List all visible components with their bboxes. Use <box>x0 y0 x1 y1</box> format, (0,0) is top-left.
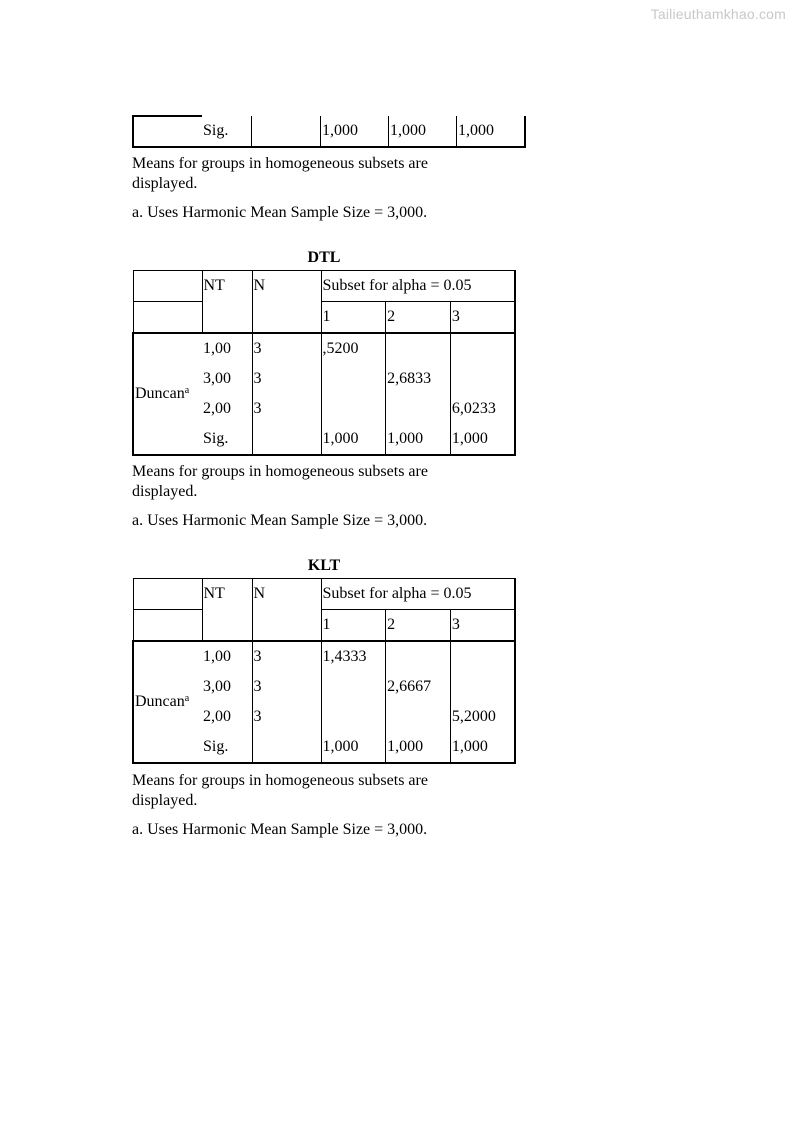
sig-value: 1,000 <box>457 116 526 147</box>
watermark: Tailieuthamkhao.com <box>650 6 786 22</box>
subset-number: 2 <box>386 610 451 642</box>
subset-value <box>450 333 515 364</box>
subset-value <box>321 364 386 394</box>
harmonic-note: a. Uses Harmonic Mean Sample Size = 3,000. <box>132 512 428 529</box>
dtl-table <box>132 270 516 456</box>
empty-cell <box>133 116 202 147</box>
subset-value <box>450 672 515 702</box>
nt-value: 2,00 <box>203 400 231 417</box>
means-note: Means for groups in homogeneous subsets are displayed. <box>132 155 428 192</box>
empty-cell <box>252 302 321 334</box>
sig-label: Sig. <box>202 116 252 147</box>
table-title: DTL <box>307 249 341 266</box>
subset-header: Subset for alpha = 0.05 <box>321 579 515 610</box>
sig-label: Sig. <box>202 732 252 763</box>
subset-value <box>321 672 386 702</box>
n-value: 3 <box>252 333 321 364</box>
subset-header: Subset for alpha = 0.05 <box>321 271 515 302</box>
subset-number: 3 <box>450 302 515 334</box>
means-note: Means for groups in homogeneous subsets are displayed. <box>132 463 428 500</box>
nt-value: 3,00 <box>203 370 231 387</box>
method-label: Duncan$^a$ <box>133 641 202 763</box>
n-value: 3 <box>252 641 321 672</box>
subset-value: 2,6833 <box>386 364 451 394</box>
empty-cell <box>252 424 321 455</box>
subset-value <box>321 394 386 424</box>
sig-value: 1,000 <box>450 424 515 455</box>
method-label: Duncan$^a$ <box>133 333 202 455</box>
sig-value: 1,000 <box>321 424 386 455</box>
subset-value <box>450 364 515 394</box>
nt-value: 1,00 <box>203 340 231 357</box>
empty-cell <box>252 610 321 642</box>
subset-value: 5,2000 <box>450 702 515 732</box>
n-header: N <box>252 579 321 610</box>
sig-label: Sig. <box>202 424 252 455</box>
table-title: KLT <box>307 557 341 574</box>
subset-value <box>386 333 451 364</box>
empty-cell <box>133 610 202 642</box>
nt-header: NT <box>202 579 252 610</box>
harmonic-note: a. Uses Harmonic Mean Sample Size = 3,000. <box>132 821 428 838</box>
subset-value <box>450 641 515 672</box>
subset-value: 2,6667 <box>386 672 451 702</box>
subset-value: 1,4333 <box>321 641 386 672</box>
subset-value <box>321 702 386 732</box>
empty-cell <box>133 302 202 334</box>
subset-value <box>386 394 451 424</box>
n-value: 3 <box>252 394 321 424</box>
sig-value: 1,000 <box>321 732 386 763</box>
top-partial-table <box>132 115 516 148</box>
n-header: N <box>252 271 321 302</box>
sig-value: 1,000 <box>321 116 389 147</box>
subset-number: 1 <box>321 610 386 642</box>
subset-number: 1 <box>321 302 386 334</box>
empty-cell <box>252 732 321 763</box>
sig-value: 1,000 <box>389 116 457 147</box>
klt-table <box>132 578 516 764</box>
means-note: Means for groups in homogeneous subsets are displayed. <box>132 772 428 809</box>
subset-number: 3 <box>450 610 515 642</box>
harmonic-note: a. Uses Harmonic Mean Sample Size = 3,000. <box>132 204 428 221</box>
sig-value: 1,000 <box>450 732 515 763</box>
empty-cell <box>133 579 202 610</box>
nt-value: 3,00 <box>203 678 231 695</box>
sig-value: 1,000 <box>386 424 451 455</box>
subset-number: 2 <box>386 302 451 334</box>
empty-cell <box>202 302 252 334</box>
nt-value: 1,00 <box>203 648 231 665</box>
subset-value <box>386 641 451 672</box>
n-value: 3 <box>252 364 321 394</box>
n-value: 3 <box>252 672 321 702</box>
empty-cell <box>252 116 321 147</box>
subset-value: ,5200 <box>321 333 386 364</box>
subset-value <box>386 702 451 732</box>
n-value: 3 <box>252 702 321 732</box>
sig-value: 1,000 <box>386 732 451 763</box>
empty-cell <box>202 610 252 642</box>
nt-header: NT <box>202 271 252 302</box>
subset-value: 6,0233 <box>450 394 515 424</box>
nt-value: 2,00 <box>203 708 231 725</box>
empty-cell <box>133 271 202 302</box>
